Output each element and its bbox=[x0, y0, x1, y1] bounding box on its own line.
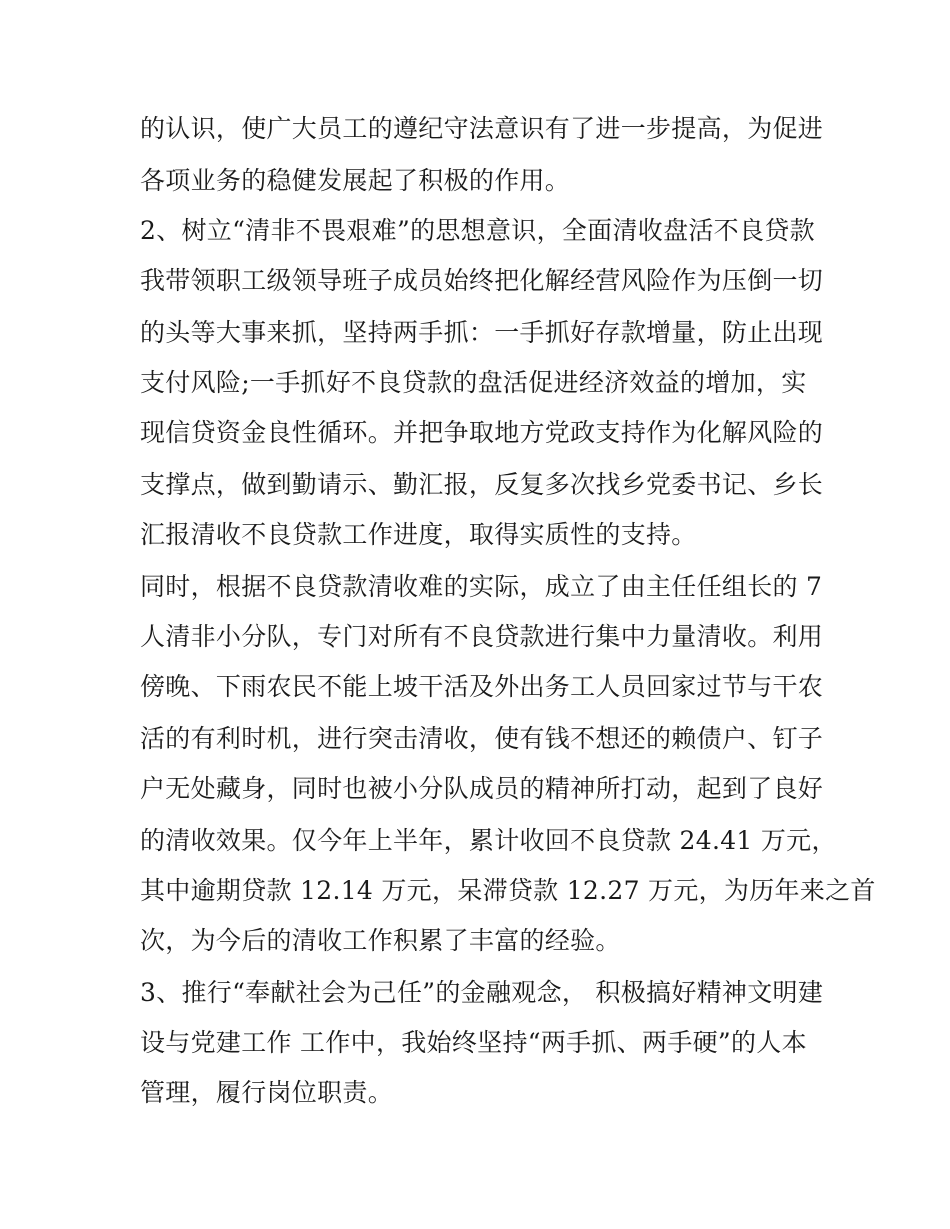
text-line: 各项业务的稳健发展起了积极的作用。 bbox=[140, 166, 571, 195]
text-line: 傍晚、下雨农民不能上坡干活及外出务工人员回家过节与干农 bbox=[140, 672, 824, 701]
text-line: 设与党建工作 工作中，我始终坚持“两手抓、两手硬”的人本 bbox=[140, 1028, 807, 1057]
text-line: 我带领职工级领导班子成员始终把化解经营风险作为压倒一切 bbox=[140, 266, 824, 295]
text-line: 户无处藏身，同时也被小分队成员的精神所打动，起到了良好 bbox=[140, 774, 824, 803]
text-line: 支撑点，做到勤请示、勤汇报，反复多次找乡党委书记、乡长 bbox=[140, 470, 824, 499]
text-line: 支付风险;一手抓好不良贷款的盘活促进经济效益的增加，实 bbox=[140, 368, 807, 397]
text-line: 的头等大事来抓，坚持两手抓：一手抓好存款增量，防止出现 bbox=[140, 318, 824, 347]
text-line: 活的有利时机，进行突击清收，使有钱不想还的赖债户、钉子 bbox=[140, 724, 824, 753]
text-line: 汇报清收不良贷款工作进度，取得实质性的支持。 bbox=[140, 520, 697, 549]
text-line: 次，为今后的清收工作积累了丰富的经验。 bbox=[140, 926, 621, 955]
text-line: 同时，根据不良贷款清收难的实际，成立了由主任任组长的 7 bbox=[140, 572, 823, 601]
text-line: 的认识，使广大员工的遵纪守法意识有了进一步提高，为促进 bbox=[140, 114, 824, 143]
text-line: 2、树立“清非不畏艰难”的思想意识，全面清收盘活不良贷款 bbox=[140, 216, 815, 245]
text-line: 管理，履行岗位职责。 bbox=[140, 1078, 394, 1107]
text-line: 现信贷资金良性循环。并把争取地方党政支持作为化解风险的 bbox=[140, 418, 824, 447]
text-line: 3、推行“奉献社会为己任”的金融观念， 积极搞好精神文明建 bbox=[140, 978, 824, 1007]
text-line: 其中逾期贷款 12.14 万元，呆滞贷款 12.27 万元，为历年来之首 bbox=[140, 876, 876, 905]
text-line: 人清非小分队，专门对所有不良贷款进行集中力量清收。利用 bbox=[140, 622, 824, 651]
text-line: 的清收效果。仅今年上半年，累计收回不良贷款 24.41 万元， bbox=[140, 826, 837, 855]
